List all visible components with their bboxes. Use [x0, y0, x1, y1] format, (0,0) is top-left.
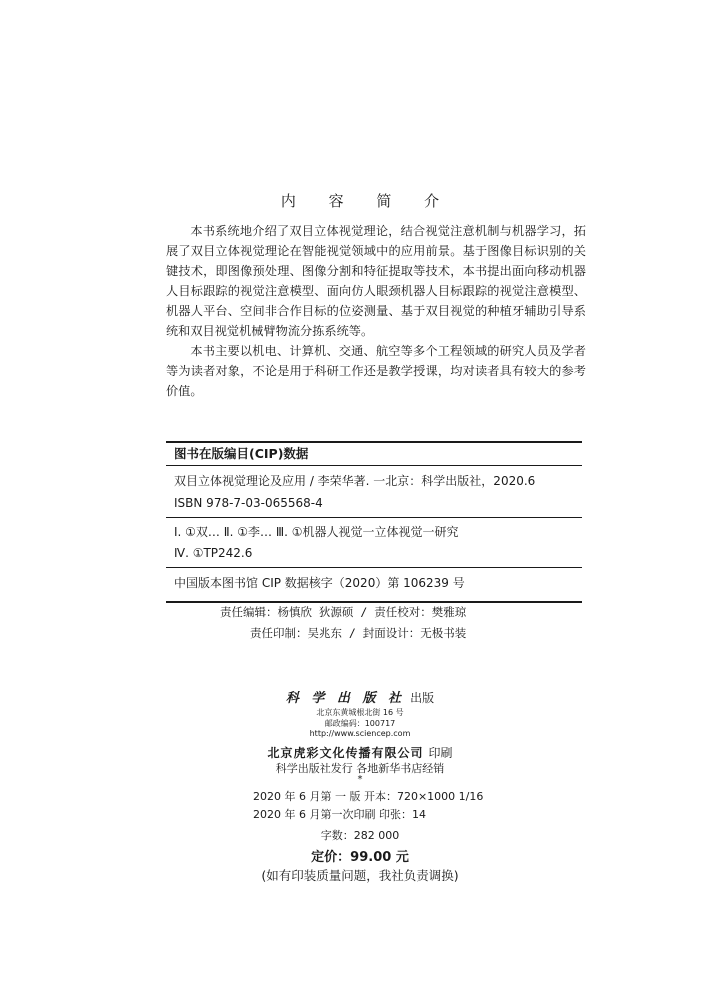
publisher-address: 北京东黄城根北街 16 号: [316, 708, 404, 717]
summary-paragraph-1: 本书系统地介绍了双目立体视觉理论，结合视觉注意机制与机器学习，拓展了双目立体视觉理论在智能视觉领域中的应用前景。基于图像目标识别的关键技术，即图像预处理、图像分割和特征提取等技术，本书提出面向移动机器人目标跟踪的视觉注意模型、面向仿人眼颈机器人目标跟踪的视觉注意模型、机器人平台、空间非合作目标的位姿测量、基于双目视觉的种植牙辅助引导系统和双目视觉机械臂物流分拣系统等。: [166, 224, 586, 338]
quality-notice: (如有印装质量问题，我社负责调换): [261, 868, 459, 883]
cip-record-number: 中国版本图书馆 CIP 数据核字（2020）第 106239 号: [174, 576, 465, 590]
publisher-postcode: 邮政编码：100717: [324, 719, 396, 728]
distribution-line: 科学出版社发行 各地新华书店经销: [275, 762, 445, 775]
printer-suffix: 印刷: [428, 746, 453, 760]
summary-body: [166, 221, 586, 401]
printing-line: 2020 年 6 月第一次印刷 印张：14: [253, 808, 426, 821]
cip-isbn: ISBN 978-7-03-065568-4: [174, 496, 323, 510]
credits-editors: 责任编辑：杨慎欣 狄源硕 / 责任校对：樊雅琼: [220, 605, 467, 619]
cip-class-line-1: Ⅰ. ①双… Ⅱ. ①李… Ⅲ. ①机器人视觉一立体视觉一研究: [174, 525, 459, 539]
publisher-suffix: 出版: [410, 691, 435, 705]
printer-name: 北京虎彩文化传播有限公司: [267, 746, 424, 760]
cip-header: 图书在版编目(CIP)数据: [166, 443, 582, 466]
edition-line: 2020 年 6 月第 一 版 开本：720×1000 1/16: [253, 790, 484, 803]
summary-heading: 内 容 简 介: [280, 192, 454, 210]
cip-data-block: [166, 441, 582, 603]
word-count: 字数：282 000: [320, 829, 400, 842]
publisher-logo-text: 科 学 出 版 社: [285, 691, 405, 706]
cip-divider: [166, 517, 582, 518]
printer-line: [0, 742, 720, 761]
cip-title-line: 双目立体视觉理论及应用 / 李荣华著. 一北京：科学出版社，2020.6: [174, 474, 536, 488]
summary-paragraph-2: 本书主要以机电、计算机、交通、航空等多个工程领域的研究人员及学者等为读者对象，不论是用于科研工作还是教学授课，均对读者具有较大的参考价值。: [166, 344, 586, 398]
publisher-website: http://www.sciencep.com: [309, 729, 411, 738]
price: 定价：99.00 元: [311, 850, 409, 865]
cip-class-line-2: Ⅳ. ①TP242.6: [174, 546, 253, 560]
publisher-line: [0, 687, 720, 706]
cip-divider: [166, 567, 582, 568]
credits-production: 责任印制：吴兆东 / 封面设计：无极书装: [250, 626, 467, 640]
separator-asterisk: *: [357, 774, 363, 785]
